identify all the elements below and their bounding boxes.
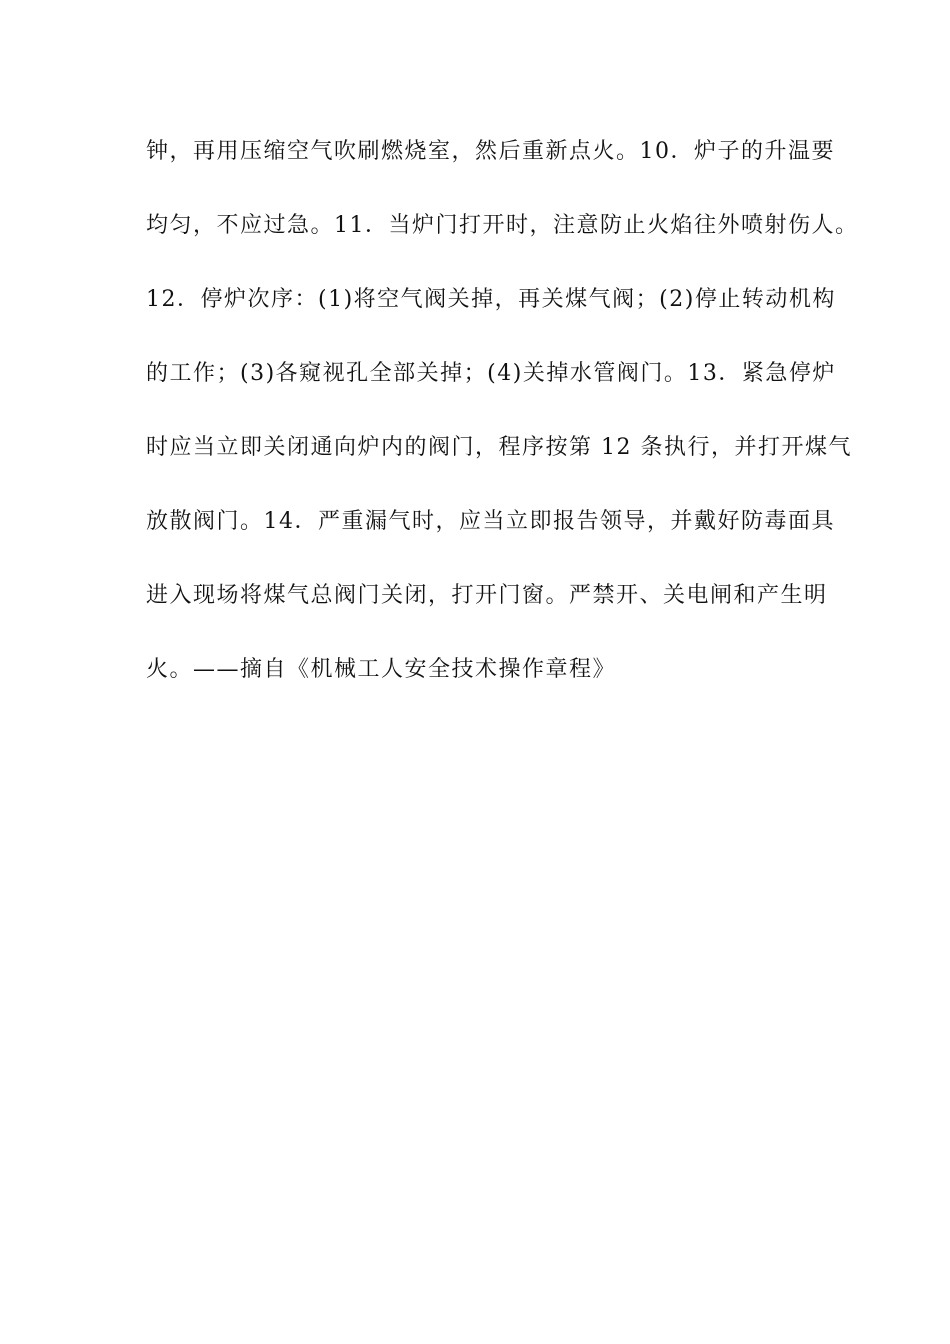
body-text — [146, 130, 859, 722]
text-line: 12．停炉次序：(1)将空气阀关掉，再关煤气阀；(2)停止转动机构 — [146, 287, 836, 312]
text-line: 均匀，不应过急。11．当炉门打开时，注意防止火焰往外喷射伤人。 — [146, 213, 859, 238]
text-line: 放散阀门。14．严重漏气时，应当立即报告领导，并戴好防毒面具 — [146, 509, 835, 534]
text-line: 钟，再用压缩空气吹刷燃烧室，然后重新点火。10．炉子的升温要 — [146, 139, 835, 164]
text-line: 进入现场将煤气总阀门关闭，打开门窗。严禁开、关电闸和产生明 — [146, 583, 828, 608]
text-line: 火。——摘自《机械工人安全技术操作章程》 — [146, 657, 617, 682]
text-line: 的工作；(3)各窥视孔全部关掉；(4)关掉水管阀门。13．紧急停炉 — [146, 361, 836, 386]
text-line: 时应当立即关闭通向炉内的阀门，程序按第 12 条执行，并打开煤气 — [146, 435, 852, 460]
